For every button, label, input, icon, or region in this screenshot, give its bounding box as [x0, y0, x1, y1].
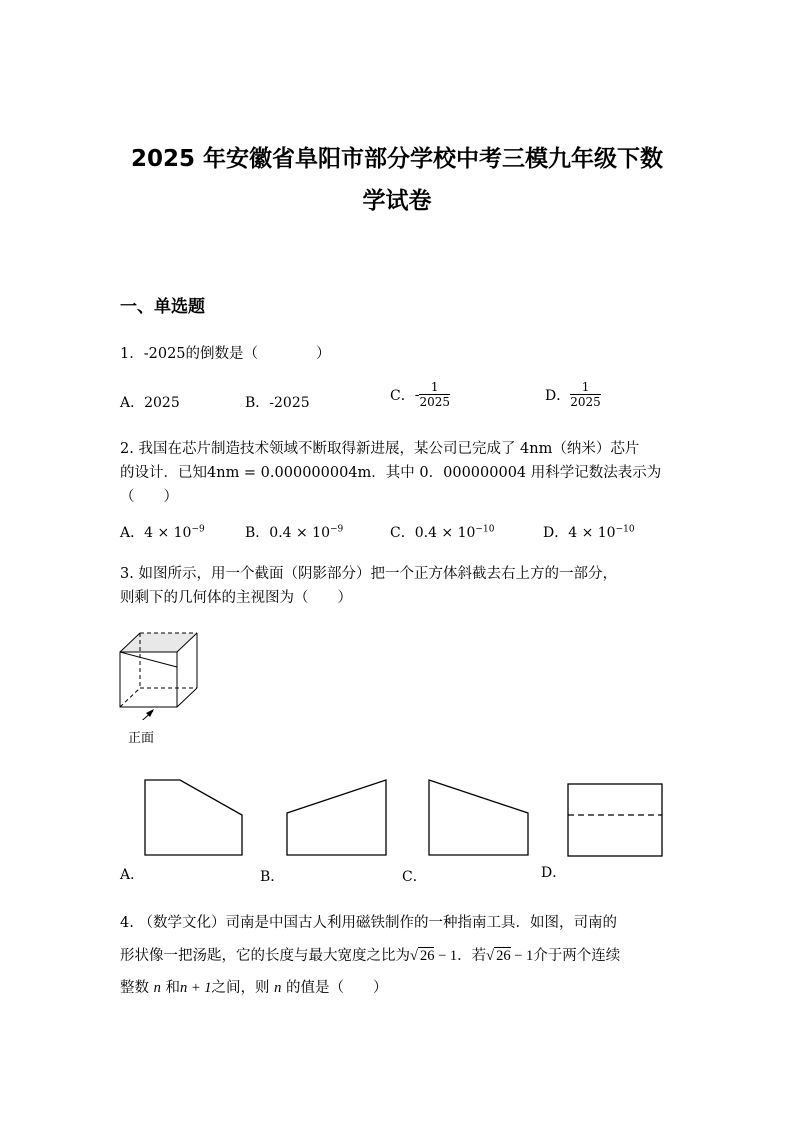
q4-n-plus-one: n + 1 [179, 980, 212, 996]
q3-line-1: 3. 如图所示，用一个截面（阴影部分）把一个正方体斜截去右上方的一部分， [120, 566, 617, 582]
q1-c-numerator: 1 [430, 380, 439, 394]
document-title [0, 138, 794, 222]
q1-d-prefix: D． [545, 388, 571, 404]
q4-var-n: n [153, 980, 161, 996]
q2-option-d [543, 522, 635, 542]
q4-minus-one-2: − 1 [510, 948, 534, 964]
q4-line-2-post: 介于两个连续 [533, 948, 621, 964]
cube-bottom-right-edge [177, 688, 197, 707]
q1-d-numerator: 1 [581, 380, 590, 394]
q2-c-exponent: −10 [475, 524, 495, 535]
q2-option-c [390, 522, 494, 542]
q2-a-exponent: −9 [191, 524, 205, 535]
q2-d-base: D．4 × 10 [543, 525, 616, 541]
q4-line-2 [120, 944, 620, 965]
q4-sqrt-radicand: 26 [419, 948, 435, 964]
option-c-label: C． [402, 869, 427, 885]
q2-option-a [120, 522, 205, 542]
option-a-label: A． [120, 867, 145, 883]
section-heading: 一、单选题 [120, 297, 205, 317]
option-d-label: D． [541, 865, 567, 881]
q1-d-denominator: 2025 [570, 395, 601, 409]
cube-front-face [120, 652, 177, 707]
title-line-1: 2025 年安徽省阜阳市部分学校中考三模九年级下数 [130, 146, 664, 172]
q1-c-fraction [419, 381, 450, 409]
q1-option-c [390, 381, 450, 409]
q4-line-2-text: 形状像一把汤匙，它的长度与最大宽度之比为 [120, 948, 410, 964]
cut-surface [120, 633, 197, 652]
q2-line-1: 2. 我国在芯片制造技术领域不断取得新进展，某公司已完成了 4nm（纳米）芯片 [120, 441, 640, 457]
cut-line [120, 652, 177, 667]
q4-line-3-a: 整数 [120, 980, 154, 996]
q1-option-b: B．-2025 [245, 395, 310, 411]
q2-line-3: （ ） [120, 489, 178, 505]
cube-figure [115, 625, 225, 720]
q4-line-1: 4. （数学文化）司南是中国古人利用磁铁制作的一种指南工具．如图，司南的 [120, 915, 617, 931]
q4-line-2-mid: ．若 [457, 948, 487, 964]
title-line-2: 学试卷 [362, 188, 432, 214]
q2-c-base: C．0.4 × 10 [390, 525, 476, 541]
q1-option-d [545, 381, 601, 409]
q2-line-2: 的设计．已知4nm = 0.000000004m．其中 0．000000004 用科学记数法表示为 [120, 465, 662, 481]
q1-c-sign: - [414, 387, 420, 403]
q1-c-denominator: 2025 [419, 395, 450, 409]
front-label: 正面 [128, 731, 155, 746]
q1-d-fraction [570, 381, 601, 409]
option-b-label: B． [260, 869, 285, 885]
q2-d-exponent: −10 [615, 524, 635, 535]
q4-line-3 [120, 976, 387, 997]
q4-minus-one: − 1 [434, 948, 458, 964]
q2-a-base: A．4 × 10 [120, 525, 192, 541]
q4-line-3-b: 和 [160, 980, 180, 996]
q1-option-a: A．2025 [120, 395, 180, 411]
q4-line-3-c: 之间，则 [211, 980, 275, 996]
q2-b-exponent: −9 [330, 524, 344, 535]
q4-var-n-2: n [274, 980, 282, 996]
q1-c-prefix: C． [390, 388, 415, 404]
q2-option-b [245, 522, 343, 542]
q4-line-3-d: 的值是（ ） [281, 980, 388, 996]
q4-ratio-2: √ 26 − 1 [486, 948, 534, 964]
option-d-shape [564, 780, 666, 860]
q3-line-2: 则剩下的几何体的主视图为（ ） [120, 590, 352, 606]
cube-hidden-diagonal [120, 688, 140, 707]
q1-stem: 1．-2025的倒数是（ ） [120, 346, 331, 362]
q4-sqrt-radicand-2: 26 [496, 948, 511, 964]
option-b-shape [282, 775, 392, 860]
option-a-shape [140, 775, 250, 860]
option-c-shape [424, 775, 534, 860]
q4-ratio: √ 26 − 1 [410, 948, 458, 964]
q2-b-base: B．0.4 × 10 [245, 525, 330, 541]
